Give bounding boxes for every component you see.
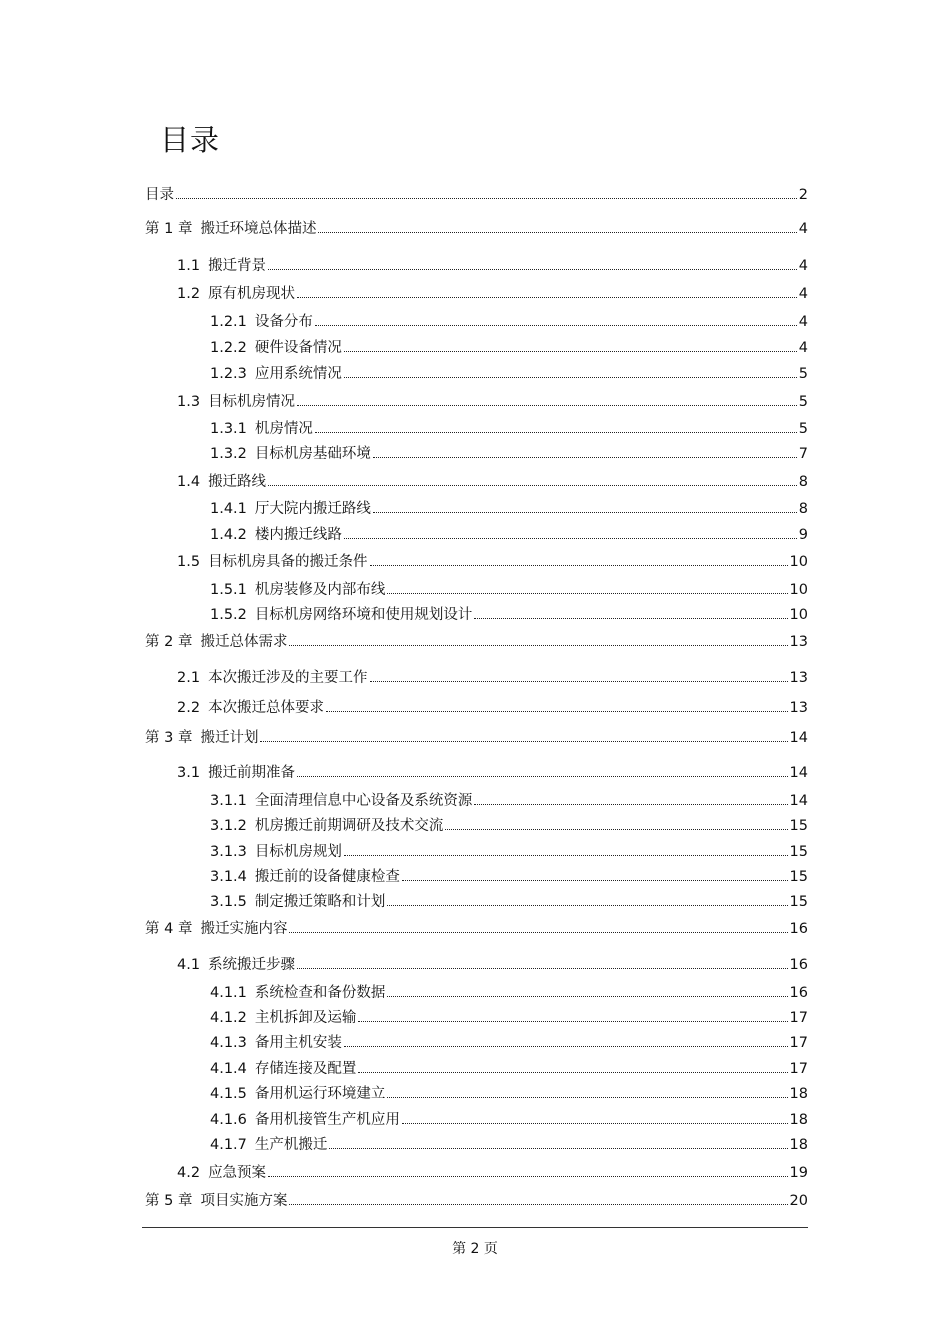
toc-entry-page: 8 bbox=[798, 474, 808, 490]
toc-dot-leader bbox=[318, 219, 796, 233]
toc-entry-number: 1.5.2 bbox=[210, 607, 247, 623]
toc-entry[interactable] bbox=[210, 499, 808, 519]
toc-entry-title: 厅大院内搬迁路线 bbox=[254, 501, 371, 517]
toc-entry[interactable] bbox=[177, 668, 808, 688]
toc-dot-leader bbox=[315, 419, 797, 433]
toc-dot-leader bbox=[370, 668, 788, 682]
toc-entry[interactable] bbox=[177, 552, 808, 572]
toc-entry-page: 10 bbox=[789, 582, 808, 598]
toc-dot-leader bbox=[344, 338, 797, 352]
toc-entry-page: 2 bbox=[798, 187, 808, 203]
toc-dot-leader bbox=[289, 1191, 787, 1205]
toc-entry[interactable] bbox=[210, 791, 808, 811]
toc-entry-title: 目标机房情况 bbox=[208, 394, 296, 410]
toc-entry-page: 8 bbox=[798, 501, 808, 517]
toc-entry[interactable] bbox=[177, 392, 808, 412]
toc-entry-number: 1.2 bbox=[177, 286, 201, 302]
toc-dot-leader bbox=[474, 791, 787, 805]
toc-entry-page: 17 bbox=[789, 1010, 808, 1026]
toc-dot-leader bbox=[176, 185, 797, 199]
toc-dot-leader bbox=[387, 1084, 787, 1098]
toc-entry-number: 1.2.2 bbox=[210, 340, 247, 356]
toc-entry-number: 1.3.2 bbox=[210, 446, 247, 462]
toc-entry-page: 14 bbox=[789, 765, 808, 781]
toc-entry-number: 3.1.4 bbox=[210, 869, 247, 885]
toc-entry[interactable] bbox=[210, 983, 808, 1003]
toc-entry-number: 4.1.3 bbox=[210, 1035, 247, 1051]
toc-entry-title: 目标机房网络环境和使用规划设计 bbox=[254, 607, 473, 623]
toc-entry[interactable] bbox=[177, 698, 808, 718]
toc-dot-leader bbox=[326, 698, 787, 712]
toc-entry-page: 4 bbox=[798, 314, 808, 330]
toc-dot-leader bbox=[344, 364, 797, 378]
toc-entry-title: 目录 bbox=[145, 187, 174, 203]
toc-entry-title: 搬迁前的设备健康检查 bbox=[254, 869, 400, 885]
toc-entry-page: 15 bbox=[789, 818, 808, 834]
toc-entry[interactable] bbox=[210, 419, 808, 439]
toc-entry[interactable] bbox=[210, 842, 808, 862]
toc-dot-leader bbox=[344, 525, 797, 539]
toc-entry-number: 第 3 章 bbox=[145, 730, 193, 746]
toc-entry[interactable] bbox=[210, 364, 808, 384]
toc-entry-number: 4.1.5 bbox=[210, 1086, 247, 1102]
toc-entry[interactable] bbox=[145, 728, 808, 748]
toc-entry-page: 5 bbox=[798, 394, 808, 410]
toc-entry-title: 备用机运行环境建立 bbox=[254, 1086, 386, 1102]
toc-entry-page: 17 bbox=[789, 1035, 808, 1051]
toc-entry[interactable] bbox=[177, 256, 808, 276]
toc-entry-page: 4 bbox=[798, 286, 808, 302]
toc-entry-title: 搬迁路线 bbox=[208, 474, 267, 490]
toc-entry-number: 4.1 bbox=[177, 957, 201, 973]
toc-dot-leader bbox=[289, 919, 787, 933]
toc-dot-leader bbox=[329, 1135, 787, 1149]
toc-entry-page: 5 bbox=[798, 366, 808, 382]
toc-dot-leader bbox=[370, 552, 788, 566]
toc-entry-title: 搬迁计划 bbox=[200, 730, 259, 746]
toc-entry-number: 第 4 章 bbox=[145, 921, 193, 937]
toc-dot-leader bbox=[402, 1110, 788, 1124]
toc-entry-page: 16 bbox=[789, 921, 808, 937]
toc-entry-title: 系统搬迁步骤 bbox=[208, 957, 296, 973]
toc-dot-leader bbox=[268, 256, 797, 270]
toc-entry-page: 10 bbox=[789, 554, 808, 570]
toc-entry-page: 16 bbox=[789, 985, 808, 1001]
toc-entry[interactable] bbox=[210, 444, 808, 464]
toc-entry[interactable] bbox=[210, 1110, 808, 1130]
toc-entry-page: 20 bbox=[789, 1193, 808, 1209]
toc-entry-number: 4.1.7 bbox=[210, 1137, 247, 1153]
toc-entry-title: 设备分布 bbox=[254, 314, 313, 330]
toc-entry-page: 4 bbox=[798, 258, 808, 274]
toc-entry-title: 原有机房现状 bbox=[208, 286, 296, 302]
toc-entry-number: 2.1 bbox=[177, 670, 201, 686]
toc-entry-title: 搬迁前期准备 bbox=[208, 765, 296, 781]
toc-entry-page: 5 bbox=[798, 421, 808, 437]
toc-entry[interactable] bbox=[210, 1008, 808, 1028]
toc-entry-title: 生产机搬迁 bbox=[254, 1137, 328, 1153]
toc-entry-page: 17 bbox=[789, 1061, 808, 1077]
page-title: 目录 bbox=[160, 123, 221, 157]
toc-entry-title: 硬件设备情况 bbox=[254, 340, 342, 356]
toc-entry-number: 3.1.3 bbox=[210, 844, 247, 860]
toc-entry[interactable] bbox=[210, 605, 808, 625]
toc-dot-leader bbox=[358, 1059, 787, 1073]
toc-entry-number: 1.2.3 bbox=[210, 366, 247, 382]
toc-dot-leader bbox=[474, 605, 787, 619]
toc-entry-page: 10 bbox=[789, 607, 808, 623]
toc-dot-leader bbox=[268, 472, 797, 486]
toc-entry-number: 第 5 章 bbox=[145, 1193, 193, 1209]
toc-entry-title: 制定搬迁策略和计划 bbox=[254, 894, 386, 910]
toc-entry-number: 第 1 章 bbox=[145, 221, 193, 237]
toc-entry-page: 15 bbox=[789, 844, 808, 860]
toc-dot-leader bbox=[289, 632, 787, 646]
toc-entry-number: 第 2 章 bbox=[145, 634, 193, 650]
toc-entry[interactable] bbox=[210, 312, 808, 332]
toc-entry[interactable] bbox=[145, 919, 808, 939]
toc-entry-title: 目标机房基础环境 bbox=[254, 446, 371, 462]
toc-entry-title: 本次搬迁涉及的主要工作 bbox=[208, 670, 368, 686]
toc-entry-number: 4.1.6 bbox=[210, 1112, 247, 1128]
toc-entry-page: 16 bbox=[789, 957, 808, 973]
footer-divider bbox=[142, 1227, 808, 1228]
toc-dot-leader bbox=[373, 499, 797, 513]
toc-entry[interactable] bbox=[210, 892, 808, 912]
toc-entry-page: 15 bbox=[789, 869, 808, 885]
toc-entry-title: 备用主机安装 bbox=[254, 1035, 342, 1051]
toc-entry[interactable] bbox=[145, 632, 808, 652]
toc-entry-page: 13 bbox=[789, 700, 808, 716]
toc-dot-leader bbox=[297, 763, 787, 777]
toc-entry-number: 1.4.2 bbox=[210, 527, 247, 543]
toc-dot-leader bbox=[315, 312, 797, 326]
toc-entry-title: 搬迁实施内容 bbox=[200, 921, 288, 937]
toc-dot-leader bbox=[358, 1008, 787, 1022]
toc-entry[interactable] bbox=[210, 867, 808, 887]
toc-entry[interactable] bbox=[177, 472, 808, 492]
toc-entry-number: 1.4.1 bbox=[210, 501, 247, 517]
toc-entry-number: 3.1 bbox=[177, 765, 201, 781]
toc-entry-title: 应用系统情况 bbox=[254, 366, 342, 382]
toc-dot-leader bbox=[260, 728, 787, 742]
toc-entry-page: 14 bbox=[789, 730, 808, 746]
toc-entry-title: 全面清理信息中心设备及系统资源 bbox=[254, 793, 473, 809]
toc-entry-title: 本次搬迁总体要求 bbox=[208, 700, 325, 716]
toc-entry-number: 3.1.2 bbox=[210, 818, 247, 834]
toc-entry-page: 18 bbox=[789, 1137, 808, 1153]
toc-entry[interactable] bbox=[177, 955, 808, 975]
toc-entry-title: 搬迁总体需求 bbox=[200, 634, 288, 650]
toc-dot-leader bbox=[402, 867, 788, 881]
toc-entry[interactable] bbox=[210, 580, 808, 600]
toc-entry-title: 楼内搬迁线路 bbox=[254, 527, 342, 543]
toc-entry-page: 18 bbox=[789, 1086, 808, 1102]
toc-entry-number: 4.1.1 bbox=[210, 985, 247, 1001]
toc-entry[interactable] bbox=[210, 338, 808, 358]
toc-entry[interactable] bbox=[210, 1084, 808, 1104]
toc-entry[interactable] bbox=[210, 1033, 808, 1053]
toc-dot-leader bbox=[445, 816, 787, 830]
toc-entry-title: 主机拆卸及运输 bbox=[254, 1010, 357, 1026]
toc-dot-leader bbox=[387, 580, 787, 594]
toc-entry-title: 目标机房规划 bbox=[254, 844, 342, 860]
toc-entry[interactable] bbox=[145, 185, 808, 205]
toc-entry[interactable] bbox=[177, 1163, 808, 1183]
toc-entry-title: 机房情况 bbox=[254, 421, 313, 437]
toc-entry-number: 1.5 bbox=[177, 554, 201, 570]
toc-entry[interactable] bbox=[210, 1135, 808, 1155]
toc-entry-title: 系统检查和备份数据 bbox=[254, 985, 386, 1001]
toc-entry-page: 13 bbox=[789, 634, 808, 650]
toc-entry-page: 4 bbox=[798, 340, 808, 356]
toc-entry-page: 7 bbox=[798, 446, 808, 462]
toc-entry-title: 存储连接及配置 bbox=[254, 1061, 357, 1077]
toc-entry-title: 项目实施方案 bbox=[200, 1193, 288, 1209]
toc-entry-title: 备用机接管生产机应用 bbox=[254, 1112, 400, 1128]
toc-entry-title: 应急预案 bbox=[208, 1165, 267, 1181]
toc-entry-number: 1.3 bbox=[177, 394, 201, 410]
toc-dot-leader bbox=[268, 1163, 787, 1177]
toc-entry-number: 4.1.2 bbox=[210, 1010, 247, 1026]
toc-entry[interactable] bbox=[177, 284, 808, 304]
toc-dot-leader bbox=[297, 392, 797, 406]
toc-dot-leader bbox=[387, 983, 787, 997]
toc-entry[interactable] bbox=[210, 1059, 808, 1079]
toc-entry-page: 9 bbox=[798, 527, 808, 543]
toc-dot-leader bbox=[297, 284, 797, 298]
toc-entry-page: 13 bbox=[789, 670, 808, 686]
toc-entry-title: 搬迁背景 bbox=[208, 258, 267, 274]
toc-entry-title: 搬迁环境总体描述 bbox=[200, 221, 317, 237]
toc-entry-number: 1.2.1 bbox=[210, 314, 247, 330]
toc-dot-leader bbox=[297, 955, 787, 969]
toc-entry-number: 1.1 bbox=[177, 258, 201, 274]
toc-entry-number: 3.1.5 bbox=[210, 894, 247, 910]
toc-entry[interactable] bbox=[210, 525, 808, 545]
toc-entry-number: 1.5.1 bbox=[210, 582, 247, 598]
toc-entry-number: 1.4 bbox=[177, 474, 201, 490]
toc-dot-leader bbox=[344, 1033, 788, 1047]
toc-entry-page: 19 bbox=[789, 1165, 808, 1181]
toc-dot-leader bbox=[344, 842, 788, 856]
toc-entry-number: 1.3.1 bbox=[210, 421, 247, 437]
toc-entry-page: 18 bbox=[789, 1112, 808, 1128]
page-footer: 第 2 页 bbox=[452, 1241, 498, 1257]
toc-entry[interactable] bbox=[145, 219, 808, 239]
toc-entry[interactable] bbox=[210, 816, 808, 836]
toc-entry-number: 3.1.1 bbox=[210, 793, 247, 809]
toc-dot-leader bbox=[387, 892, 787, 906]
toc-entry-title: 目标机房具备的搬迁条件 bbox=[208, 554, 368, 570]
toc-entry-number: 2.2 bbox=[177, 700, 201, 716]
toc-entry-page: 14 bbox=[789, 793, 808, 809]
toc-entry-title: 机房装修及内部布线 bbox=[254, 582, 386, 598]
toc-entry-title: 机房搬迁前期调研及技术交流 bbox=[254, 818, 444, 834]
toc-entry[interactable] bbox=[145, 1191, 808, 1211]
toc-entry-page: 4 bbox=[798, 221, 808, 237]
toc-dot-leader bbox=[373, 444, 797, 458]
toc-entry-page: 15 bbox=[789, 894, 808, 910]
toc-entry-number: 4.2 bbox=[177, 1165, 201, 1181]
toc-entry[interactable] bbox=[177, 763, 808, 783]
toc-entry-number: 4.1.4 bbox=[210, 1061, 247, 1077]
